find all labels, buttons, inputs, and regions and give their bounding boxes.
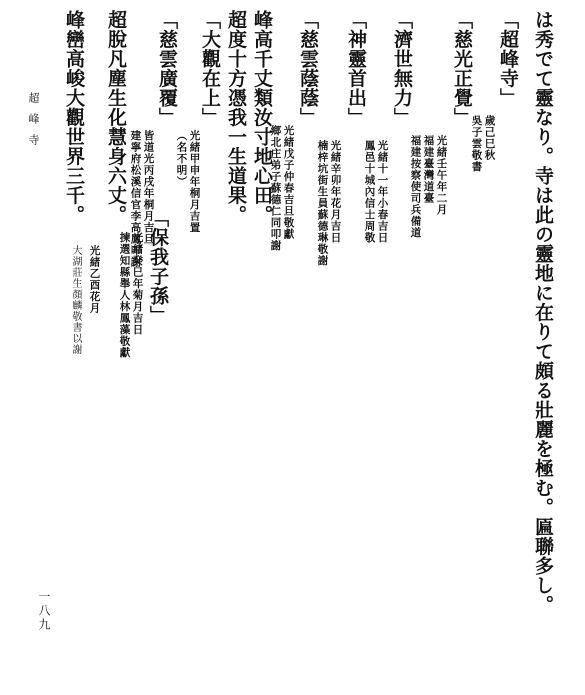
- plaque-inscription: 皆道光丙戌年桐月吉旦: [142, 130, 155, 245]
- plaque-inscription: 鄉北庄弟子蘇德仁同叩謝: [269, 125, 282, 252]
- plaque-title: 「慈雲廣覆」: [156, 10, 178, 127]
- plaque-inscription: 光緒辛卯年花月吉日: [329, 140, 342, 244]
- plaque-title: 「濟世無力」: [391, 10, 413, 127]
- plaque-inscription: 福建按察使司兵備道: [409, 135, 422, 239]
- plaque-inscription: 光緒乙酉花月: [88, 245, 101, 314]
- plaque-title: 「大觀在上」: [199, 10, 221, 127]
- plaque-inscription: 光緒癸巳年菊月吉日: [131, 232, 144, 336]
- plaque-inscription: 光緒壬午年二月: [435, 135, 448, 216]
- plaque-inscription: 光緒十一年小春吉日: [376, 140, 389, 244]
- plaque-title: 「神靈首出」: [345, 10, 367, 127]
- plaque-title: 「慈光正覺」: [451, 10, 473, 127]
- plaque-inscription: 楠梓坑街生員蘇德琳敬謝: [316, 140, 329, 267]
- plaque-inscription: 歲己巳秋: [483, 115, 496, 161]
- couplet-line: 峰高千丈類汝寸地心田。: [251, 10, 273, 225]
- plaque-title: 「超峰寺」: [497, 10, 519, 108]
- plaque-title: 「保我子孫」: [147, 208, 169, 325]
- couplet-line: 峰巒高峻大觀世界三千。: [63, 10, 85, 225]
- plaque-inscription: （名不明）: [175, 130, 188, 188]
- page-number: 一八九: [37, 590, 51, 632]
- running-title: 超峰寺: [27, 92, 40, 155]
- couplet-line: 超度十方憑我一生道果。: [225, 10, 247, 225]
- plaque-inscription: 揀選知縣舉人林鳳藻敬獻: [118, 232, 131, 359]
- body-text-column: は秀でて靈なり。寺は此の靈地に在りて頗る壯麗を極む。匾聯多し。: [532, 10, 554, 615]
- plaque-inscription: 福建臺灣道臺: [422, 135, 435, 204]
- plaque-inscription: 吳子雲敬書: [470, 115, 483, 173]
- plaque-inscription: 光緒甲申年桐月吉置: [188, 130, 201, 234]
- plaque-title: 「慈雲蔭蔭」: [297, 10, 319, 127]
- plaque-inscription: 大湖莊生顏麟敬書以謝: [70, 245, 81, 355]
- plaque-inscription: 光緒戊子仲春吉旦敬獻: [282, 125, 295, 240]
- couplet-line: 超脫凡塵生化慧身六丈。: [105, 10, 127, 225]
- plaque-inscription: 建寧府松溪信官李高鳳叩謝: [129, 130, 142, 268]
- plaque-inscription: 鳳邑十城內信士周敬: [363, 140, 376, 244]
